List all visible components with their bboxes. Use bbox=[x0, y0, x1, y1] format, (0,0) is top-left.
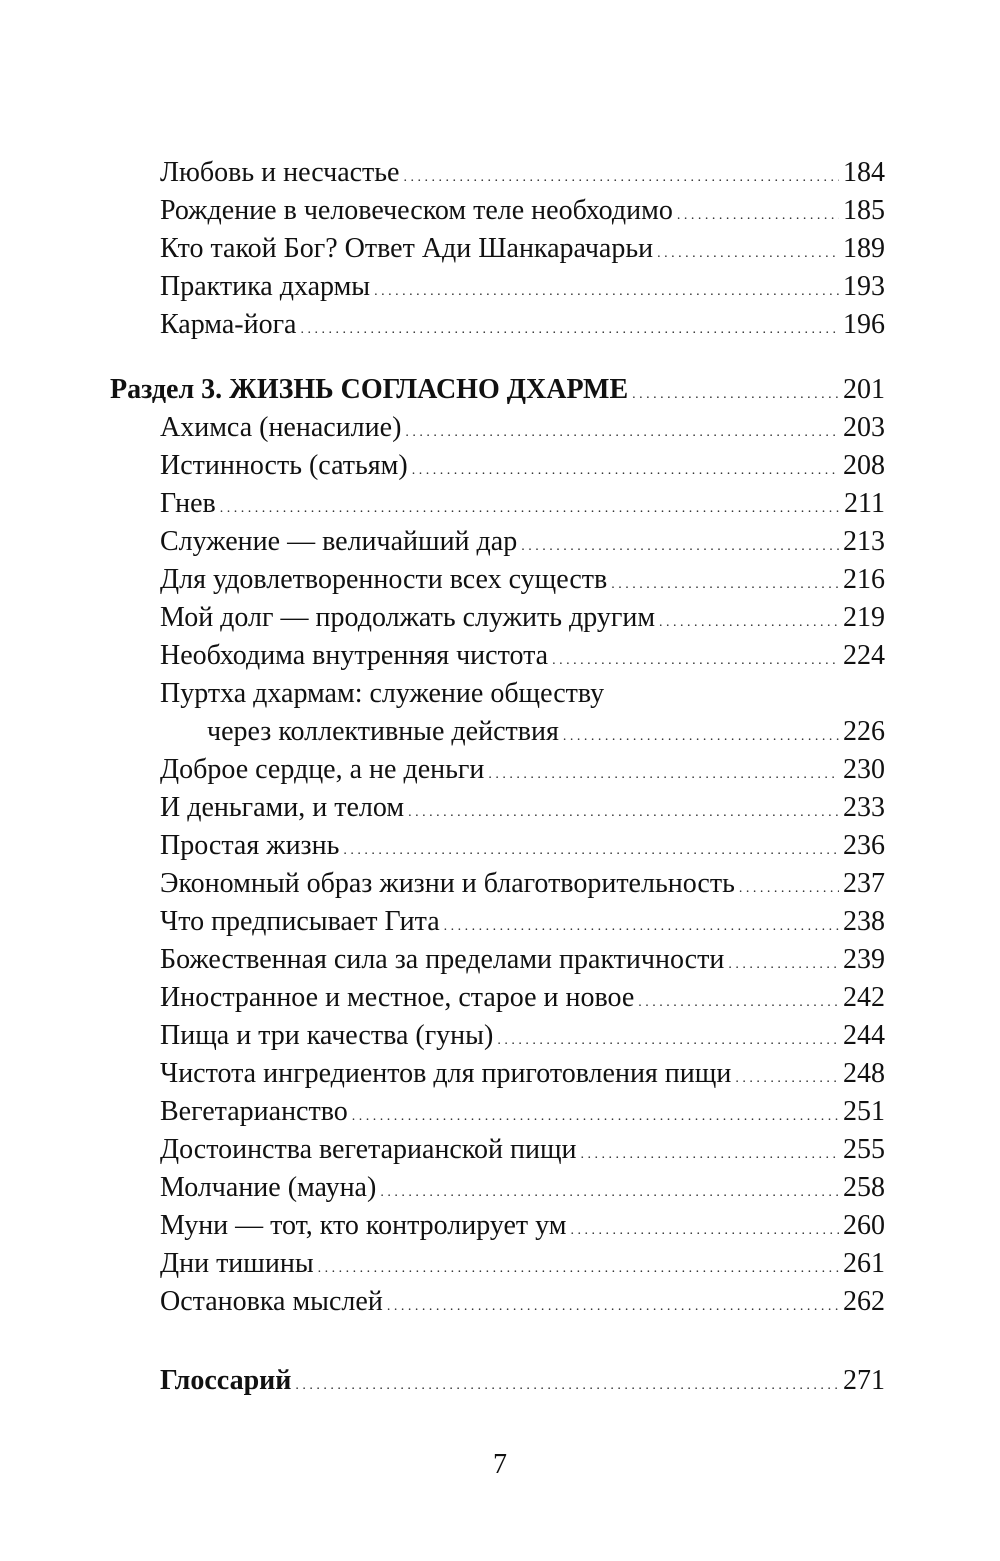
toc-entry-title: Гнев bbox=[160, 488, 216, 519]
dot-leader bbox=[488, 751, 839, 794]
toc-entry bbox=[160, 1169, 885, 1207]
dot-leader bbox=[405, 409, 839, 452]
toc-entry-page: 242 bbox=[843, 982, 885, 1013]
dot-leader bbox=[352, 1093, 839, 1136]
toc-entry bbox=[160, 1207, 885, 1245]
toc-entry-page: 193 bbox=[843, 271, 885, 302]
toc-section-title: Раздел 3. ЖИЗНЬ СОГЛАСНО ДХАРМЕ bbox=[110, 374, 629, 405]
dot-leader bbox=[659, 599, 839, 642]
toc-entry-page: 271 bbox=[843, 1365, 885, 1396]
dot-leader bbox=[581, 1131, 839, 1174]
page-number: 7 bbox=[493, 1449, 507, 1480]
dot-leader bbox=[552, 637, 839, 680]
toc-entry bbox=[160, 230, 885, 268]
toc-entry bbox=[160, 979, 885, 1017]
toc-entry bbox=[160, 1131, 885, 1169]
toc-entry-title: Вегетарианство bbox=[160, 1096, 348, 1127]
toc-entry bbox=[160, 447, 885, 485]
toc-entry-page: 251 bbox=[843, 1096, 885, 1127]
toc-entry-page: 189 bbox=[843, 233, 885, 264]
toc-entry-title: Для удовлетворенности всех существ bbox=[160, 564, 608, 595]
toc-entry bbox=[160, 1283, 885, 1321]
toc-entry-page: 224 bbox=[843, 640, 885, 671]
toc-entry-title: Кто такой Бог? Ответ Ади Шанкарачарьи bbox=[160, 233, 654, 264]
dot-leader bbox=[739, 865, 839, 908]
toc-entry bbox=[160, 561, 885, 599]
toc-entry bbox=[160, 1017, 885, 1055]
toc-entry-page: 196 bbox=[843, 309, 885, 340]
toc-entry-title: Чистота ингредиентов для приготовления пищи bbox=[160, 1058, 732, 1089]
dot-leader bbox=[657, 230, 839, 273]
toc-entry-title: Пища и три качества (гуны) bbox=[160, 1020, 494, 1051]
toc-entry bbox=[160, 751, 885, 789]
toc-entry bbox=[160, 637, 885, 675]
toc-entry-title: Любовь и несчастье bbox=[160, 157, 400, 188]
toc-entry bbox=[160, 523, 885, 561]
toc-section-heading bbox=[110, 371, 885, 409]
toc-entry-page: 236 bbox=[843, 830, 885, 861]
toc-entry-title: Доброе сердце, а не деньги bbox=[160, 754, 485, 785]
toc-entry bbox=[160, 306, 885, 344]
toc-entry bbox=[160, 789, 885, 827]
toc-entry-page: 201 bbox=[843, 374, 885, 405]
dot-leader bbox=[497, 1017, 839, 1060]
toc-entry-title: Необходима внутренняя чистота bbox=[160, 640, 549, 671]
toc-entry-page: 211 bbox=[844, 488, 885, 519]
dot-leader bbox=[444, 903, 839, 946]
toc-entry-page: 213 bbox=[843, 526, 885, 557]
toc-entry bbox=[160, 192, 885, 230]
dot-leader bbox=[632, 371, 839, 414]
toc-entry-title: Божественная сила за пределами практичности bbox=[160, 944, 725, 975]
dot-leader bbox=[677, 192, 839, 235]
toc-entry-title: Иностранное и местное, старое и новое bbox=[160, 982, 635, 1013]
dot-leader bbox=[403, 154, 839, 197]
toc-glossary-heading bbox=[160, 1362, 885, 1400]
toc-entry-page: 203 bbox=[843, 412, 885, 443]
toc-entry-page: 185 bbox=[843, 195, 885, 226]
toc-entry bbox=[160, 1093, 885, 1131]
toc-entry-page: 238 bbox=[843, 906, 885, 937]
toc-entry bbox=[160, 903, 885, 941]
dot-leader bbox=[521, 523, 839, 566]
toc-entry bbox=[160, 675, 885, 713]
toc-entry-title: Карма-йога bbox=[160, 309, 297, 340]
toc-entry bbox=[160, 1245, 885, 1283]
toc-entry-page: 208 bbox=[843, 450, 885, 481]
toc-entry-page: 244 bbox=[843, 1020, 885, 1051]
dot-leader bbox=[563, 713, 839, 756]
toc-entry-page: 260 bbox=[843, 1210, 885, 1241]
toc-entry-title: Что предписывает Гита bbox=[160, 906, 440, 937]
toc-entry-title: Экономный образ жизни и благотворительность bbox=[160, 868, 735, 899]
toc-entry-title: Молчание (мауна) bbox=[160, 1172, 377, 1203]
toc-entry bbox=[160, 1055, 885, 1093]
dot-leader bbox=[611, 561, 839, 604]
toc-entry-page: 226 bbox=[843, 716, 885, 747]
dot-leader bbox=[295, 1362, 839, 1405]
dot-leader bbox=[735, 1055, 839, 1098]
toc-entry-title: через коллективные действия bbox=[207, 716, 559, 747]
toc-entry-title: Муни — тот, кто контролирует ум bbox=[160, 1210, 567, 1241]
toc-entry-title: Ахимса (ненасилие) bbox=[160, 412, 402, 443]
dot-leader bbox=[318, 1245, 839, 1288]
toc-entry-page: 239 bbox=[843, 944, 885, 975]
toc-entry-continuation bbox=[207, 713, 885, 751]
toc-entry bbox=[160, 268, 885, 306]
toc-entry-title: И деньгами, и телом bbox=[160, 792, 405, 823]
toc-entry-title: Мой долг — продолжать служить другим bbox=[160, 602, 656, 633]
dot-leader bbox=[728, 941, 839, 984]
dot-leader bbox=[374, 268, 839, 311]
toc-entry-title: Остановка мыслей bbox=[160, 1286, 383, 1317]
toc-entry bbox=[160, 827, 885, 865]
toc-entry-page: 216 bbox=[843, 564, 885, 595]
toc-entry-page: 237 bbox=[843, 868, 885, 899]
dot-leader bbox=[220, 485, 840, 528]
toc-entry bbox=[160, 485, 885, 523]
dot-leader bbox=[343, 827, 839, 870]
dot-leader bbox=[380, 1169, 839, 1212]
dot-leader bbox=[387, 1283, 839, 1326]
toc-glossary-title: Глоссарий bbox=[160, 1365, 292, 1396]
toc-entry-page: 262 bbox=[843, 1286, 885, 1317]
dot-leader bbox=[638, 979, 839, 1022]
toc-entry-title: Служение — величайший дар bbox=[160, 526, 518, 557]
toc-entry-title: Рождение в человеческом теле необходимо bbox=[160, 195, 673, 226]
toc-entry-page: 184 bbox=[843, 157, 885, 188]
toc-entry-page: 219 bbox=[843, 602, 885, 633]
toc-entry-title: Пуртха дхармам: служение обществу bbox=[160, 678, 605, 709]
toc-entry bbox=[160, 941, 885, 979]
toc-entry-page: 230 bbox=[843, 754, 885, 785]
toc-entry-title: Простая жизнь bbox=[160, 830, 340, 861]
toc-entry-title: Практика дхармы bbox=[160, 271, 371, 302]
toc-entry-page: 261 bbox=[843, 1248, 885, 1279]
toc-entry bbox=[160, 154, 885, 192]
toc-entry-page: 258 bbox=[843, 1172, 885, 1203]
toc-entry bbox=[160, 599, 885, 637]
dot-leader bbox=[301, 306, 840, 349]
dot-leader bbox=[571, 1207, 839, 1250]
dot-leader bbox=[408, 789, 839, 832]
toc-entry bbox=[160, 865, 885, 903]
toc-entry-page: 255 bbox=[843, 1134, 885, 1165]
toc-entry-title: Истинность (сатьям) bbox=[160, 450, 408, 481]
toc-entry-page: 233 bbox=[843, 792, 885, 823]
toc-entry bbox=[160, 409, 885, 447]
toc-entry-title: Дни тишины bbox=[160, 1248, 314, 1279]
dot-leader bbox=[412, 447, 839, 490]
toc-entry-title: Достоинства вегетарианской пищи bbox=[160, 1134, 577, 1165]
toc-entry-page: 248 bbox=[843, 1058, 885, 1089]
